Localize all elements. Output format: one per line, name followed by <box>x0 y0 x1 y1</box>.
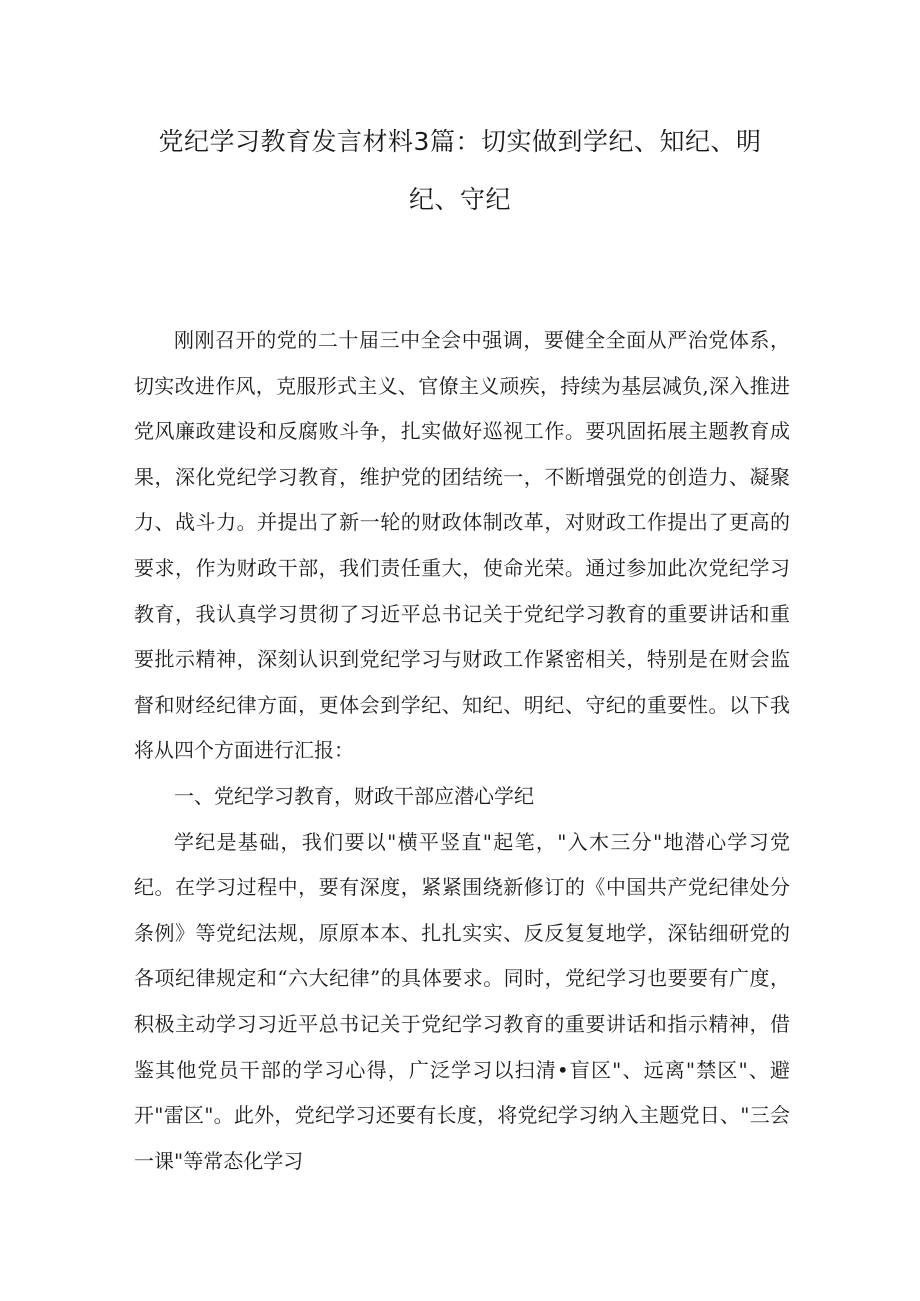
section-heading-1: 一、党纪学习教育，财政干部应潜心学纪 <box>174 783 534 808</box>
document-body <box>134 318 790 1184</box>
paragraph-section-1: 学纪是基础，我们要以"横平竖直"起笔，"入木三分"地潜心学习党纪。在学习过程中，要有深度，紧紧围绕新修订的《中国共产党纪律处分条例》等党纪法规，原原本本、扎扎实实、反反复复地学，深钻细研党的各项纪律规定和“六大纪律”的具体要求。同时，党纪学习也要要有广度，积极主动学习习近平总书记关于党纪学习教育的重要讲话和指示精神，借鉴其他党员干部的学习心得，广泛学习以扫清•盲区"、远离"禁区"、避开"雷区"。此外，党纪学习还要有长度，将党纪学习纳入主题党日、"三会一课"等常态化学习 <box>134 829 790 1173</box>
paragraph-intro: 刚刚召开的党的二十届三中全会中强调，要健全全面从严治党体系，切实改进作风，克服形式主义、官僚主义顽疾，持续为基层减负,深入推进党风廉政建设和反腐败斗争，扎实做好巡视工作。要巩固拓展主题教育成果，深化党纪学习教育，维护党的团结统一，不断增强党的创造力、凝聚力、战斗力。并提出了新一轮的财政体制改革，对财政工作提出了更高的要求，作为财政干部，我们责任重大，使命光荣。通过参加此次党纪学习教育，我认真学习贯彻了习近平总书记关于党纪学习教育的重要讲话和重要批示精神，深刻认识到党纪学习与财政工作紧密相关，特别是在财会监督和财经纪律方面，更体会到学纪、知纪、明纪、守纪的重要性。以下我将从四个方面进行汇报： <box>134 328 790 763</box>
document-title-line-2: 纪、守纪 <box>408 185 511 214</box>
document-title-line-1: 党纪学习教育发言材料3篇：切实做到学纪、知纪、明 <box>158 127 762 156</box>
